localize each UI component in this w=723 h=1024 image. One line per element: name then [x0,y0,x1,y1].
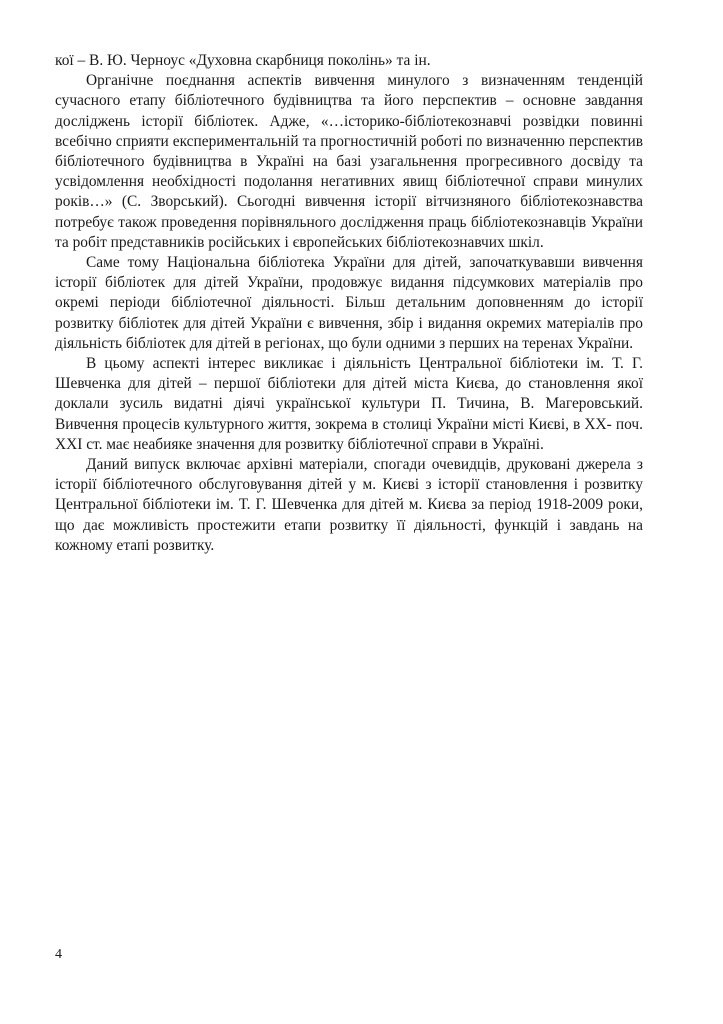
paragraph: Даний випуск включає архівні матеріали, спогади очевидців, друковані джерела з історії бібліотечного обслуговування дітей у м. Києві з історії становлення і розвитку Центральної бібліотеки ім. Т. Г. Шевченка для дітей м. Києва за період 1918-2009 роки, що дає можливість простежити етапи розвитку її діяльності, функцій і завдань на кожному етапі розвитку. [55,456,643,554]
body-text [55,51,643,556]
paragraph: В цьому аспекті інтерес викликає і діяльність Центральної бібліотеки ім. Т. Г. Шевченка для дітей – першої бібліотеки для дітей міста Києва, до становлення якої доклали зусиль видатні діячі української культури П. Тичина, В. Магеровський. Вивчення процесів культурного життя, зокрема в столиці України місті Києві, в ХХ- поч. ХХІ ст. має неабияке значення для розвитку бібліотечної справи в Україні. [55,355,643,453]
paragraph-continuation: кої – В. Ю. Черноус «Духовна скарбниця поколінь» та ін. [55,52,431,69]
paragraph: Саме тому Національна бібліотека України для дітей, започаткувавши вивчення історії бібліотек для дітей України, продовжує видання підсумкових матеріалів про окремі періоди бібліотечної діяльності. Більш детальним доповненням до історії розвитку бібліотек для дітей України є вивчення, збір і видання окремих матеріалів про діяльність бібліотек для дітей в регіонах, що були одними з перших на теренах України. [55,254,643,352]
paragraph: Органічне поєднання аспектів вивчення минулого з визначенням тенденцій сучасного етапу бібліотечного будівництва та його перспектив – основне завдання досліджень історії бібліотек. Адже, «…історико-бібліотекознавчі розвідки повинні всебічно сприяти експериментальній та прогностичній роботі по визначенню перспектив бібліотечного будівництва в Україні на базі узагальнення прогресивного досвіду та усвідомлення необхідності подолання негативних явищ бібліотечної справи минулих років…» (С. Зворський). Сьогодні вивчення історії вітчизняного бібліотекознавства потребує також проведення порівняльного дослідження праць бібліотекознавців України та робіт представників російських і європейських бібліотекознавчих шкіл. [55,72,643,251]
page-number: 4 [55,947,62,962]
